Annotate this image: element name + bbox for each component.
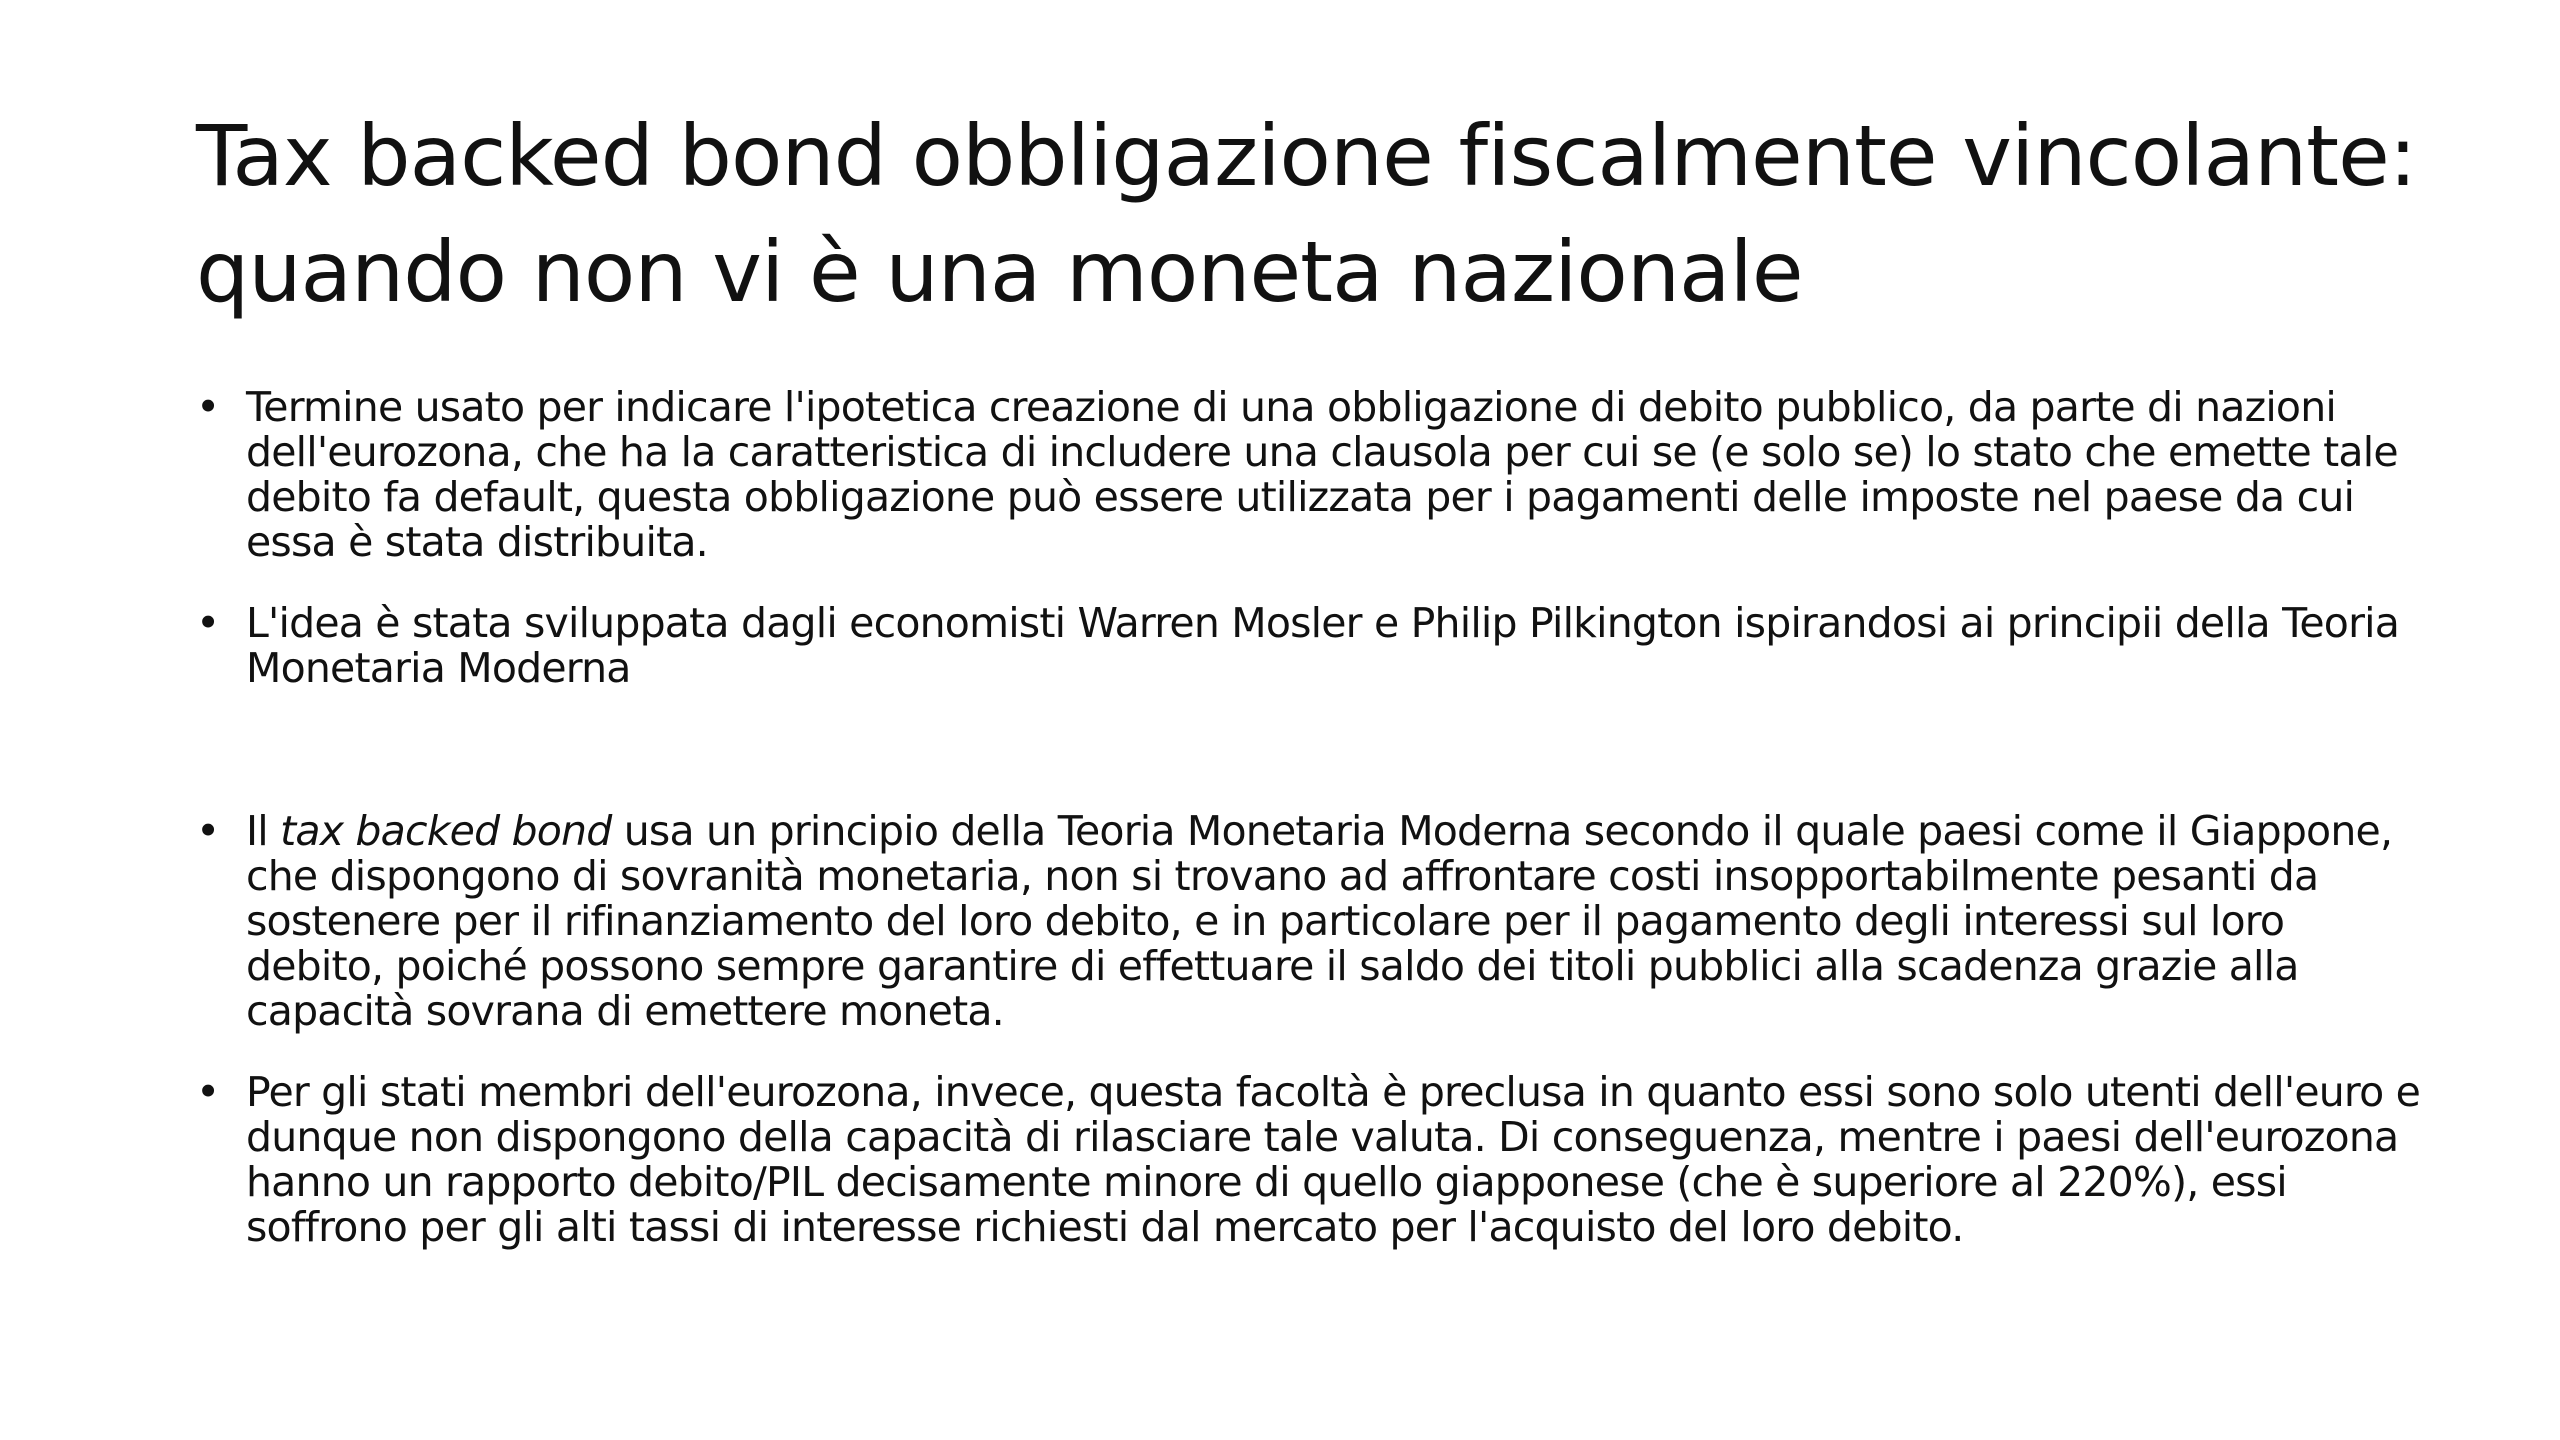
bullet-item <box>196 809 2426 1034</box>
bullet-text: Per gli stati membri dell'eurozona, invece, questa facoltà è preclusa in quanto essi sono solo utenti dell'euro e dunque non dispongono della capacità di rilasciare tale valuta. Di conseguenza, mentre i paesi dell'eurozona hanno un rapporto debito/PIL decisamente minore di quello giapponese (che è superiore al 220%), essi soffrono per gli alti tassi di interesse richiesti dal mercato per l'acquisto del loro debito. <box>246 1068 2421 1251</box>
bullet-item <box>196 601 2426 691</box>
bullet-icon: • <box>196 1068 220 1116</box>
bullet-icon: • <box>196 383 220 431</box>
bullet-icon: • <box>196 807 220 855</box>
bullet-item <box>196 1070 2426 1250</box>
bullet-text-prefix: Il <box>246 807 281 855</box>
bullet-text: L'idea è stata sviluppata dagli economisti Warren Mosler e Philip Pilkington ispirandosi ai principii della Teoria Monetaria Moderna <box>246 599 2400 692</box>
slide-title: Tax backed bond obbligazione fiscalmente vincolante: quando non vi è una moneta nazionale <box>196 107 2417 321</box>
bullet-text-suffix: usa un principio della Teoria Monetaria Moderna secondo il quale paesi come il Giappone, che dispongono di sovranità monetaria, non si trovano ad affrontare costi insopportabilmente pesanti da sostenere per il rifinanziamento del loro debito, e in particolare per il pagamento degli interessi sul loro debito, poiché possono sempre garantire di effettuare il saldo dei titoli pubblici alla scadenza grazie alla capacità sovrana di emettere moneta. <box>246 807 2393 1035</box>
bullet-icon: • <box>196 599 220 647</box>
bullet-list <box>196 385 2426 1250</box>
bullet-text-italic: tax backed bond <box>280 807 612 855</box>
bullet-text: Termine usato per indicare l'ipotetica creazione di una obbligazione di debito pubblico, da parte di nazioni dell'eurozona, che ha la caratteristica di includere una clausola per cui se (e solo se) lo stato che emette tale debito fa default, questa obbligazione può essere utilizzata per i pagamenti delle imposte nel paese da cui essa è stata distribuita. <box>246 383 2398 566</box>
bullet-item <box>196 385 2426 565</box>
